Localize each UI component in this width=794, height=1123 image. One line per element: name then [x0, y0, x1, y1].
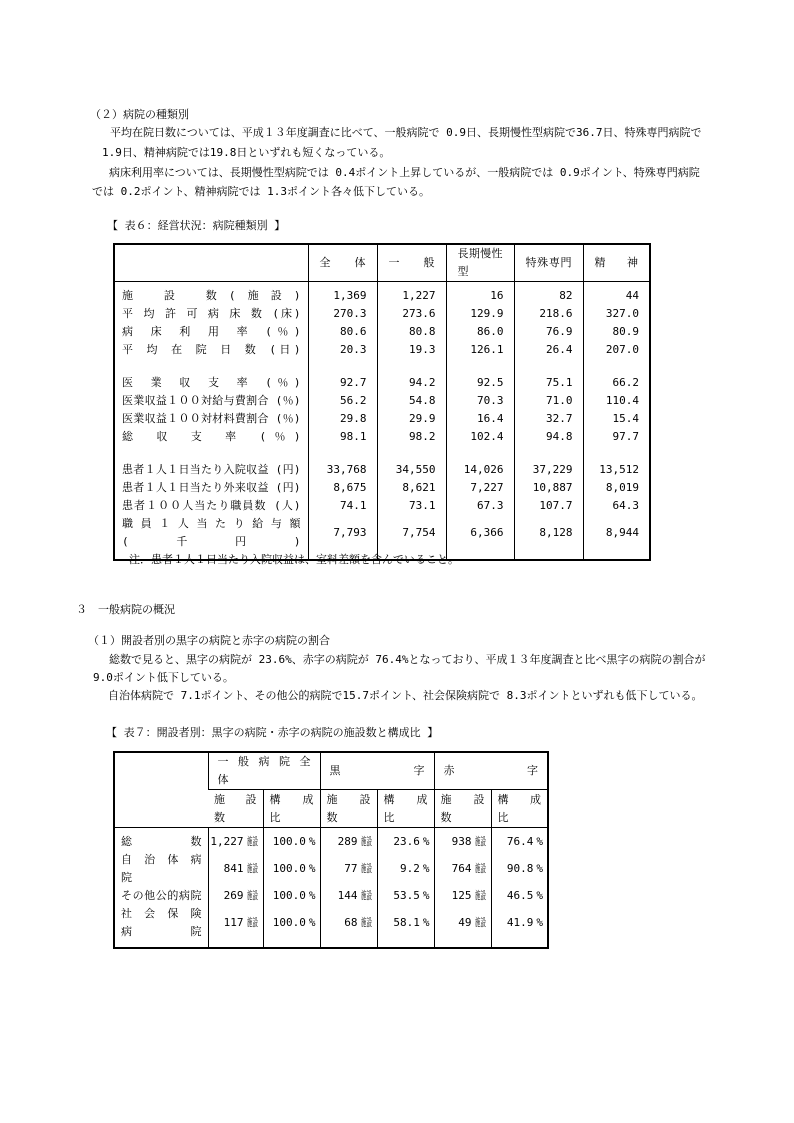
table7-sub-header: 構 成 比: [491, 790, 548, 828]
facility-count-cell: 68 施設: [320, 905, 377, 941]
row-label: その他公的病院: [121, 889, 202, 902]
row-label: 患者１００人当たり職員数 (人): [122, 499, 301, 512]
facility-unit: 施設: [246, 835, 258, 848]
facility-count-cell: 289 施設: [320, 833, 377, 851]
value-cell: 56.2: [308, 392, 377, 410]
value-cell: 8,019: [583, 479, 650, 497]
table-row: [114, 341, 650, 359]
table-row: [114, 323, 650, 341]
value-cell: 75.1: [514, 374, 583, 392]
value-cell: 1,227: [377, 287, 446, 305]
facility-count-cell: 77 施設: [320, 851, 377, 887]
value-cell: 8,128: [514, 515, 583, 551]
table7-sub-header: 構 成 比: [377, 790, 434, 828]
value-cell: 270.3: [308, 305, 377, 323]
row-label: 平 均 在 院 日 数 (日): [122, 343, 301, 356]
table-row: [114, 287, 650, 305]
table-row: [114, 392, 650, 410]
value-cell: 13,512: [583, 461, 650, 479]
table7-sub-header: 構 成 比: [263, 790, 320, 828]
value-cell: 218.6: [514, 305, 583, 323]
table7-surplus-deficit-by-founder: [113, 751, 549, 949]
section3-sub-heading: （１）開設者別の黒字の病院と赤字の病院の割合: [88, 634, 330, 647]
value-cell: 327.0: [583, 305, 650, 323]
ratio-cell: 100.0 %: [263, 833, 320, 851]
ratio-cell: 100.0 %: [263, 887, 320, 905]
facility-count-cell: 49 施設: [434, 905, 491, 941]
row-label: 自 治 体 病 院: [121, 853, 202, 884]
value-cell: 129.9: [446, 305, 514, 323]
row-label: 医業収益１００対給与費割合 (％): [122, 394, 301, 407]
value-cell: 7,754: [377, 515, 446, 551]
value-cell: 102.4: [446, 428, 514, 446]
value-cell: 94.8: [514, 428, 583, 446]
value-cell: 207.0: [583, 341, 650, 359]
facility-unit: 施設: [474, 862, 486, 875]
table7-caption: 【 表７：開設者別：黒字の病院・赤字の病院の施設数と構成比 】: [106, 726, 439, 739]
percent-unit: %: [536, 835, 543, 848]
value-cell: 8,944: [583, 515, 650, 551]
table-row: [114, 851, 548, 887]
value-cell: 7,793: [308, 515, 377, 551]
facility-unit: 施設: [360, 889, 372, 902]
section3-heading: ３ 一般病院の概況: [76, 603, 175, 616]
value-cell: 66.2: [583, 374, 650, 392]
value-cell: 67.3: [446, 497, 514, 515]
value-cell: 19.3: [377, 341, 446, 359]
ratio-cell: 100.0 %: [263, 851, 320, 887]
value-cell: 33,768: [308, 461, 377, 479]
table6-col-header: 長期慢性型: [446, 244, 514, 282]
facility-count-cell: 841 施設: [208, 851, 263, 887]
table6-col-header: 一 般: [377, 244, 446, 282]
row-label: 総 数: [121, 835, 202, 848]
row-label: 総 収 支 率 (％): [122, 430, 301, 443]
value-cell: 14,026: [446, 461, 514, 479]
ratio-cell: 90.8 %: [491, 851, 548, 887]
value-cell: 7,227: [446, 479, 514, 497]
section2-paragraph-line: 1.9日、精神病院では19.8日といずれも短くなっている。: [102, 146, 391, 159]
value-cell: 20.3: [308, 341, 377, 359]
group-gap-row: [114, 359, 650, 374]
percent-unit: %: [536, 862, 543, 875]
value-cell: 273.6: [377, 305, 446, 323]
table-row: [114, 428, 650, 446]
facility-unit: 施設: [360, 835, 372, 848]
table6-col-header: 特殊専門: [514, 244, 583, 282]
value-cell: 82: [514, 287, 583, 305]
value-cell: 10,887: [514, 479, 583, 497]
percent-unit: %: [308, 916, 316, 929]
facility-count-cell: 144 施設: [320, 887, 377, 905]
row-label: 患者１人１日当たり外来収益 (円): [122, 481, 301, 494]
table7-sub-header: 施 設 数: [320, 790, 377, 828]
percent-unit: %: [308, 862, 316, 875]
percent-unit: %: [422, 916, 430, 929]
percent-unit: %: [422, 835, 430, 848]
value-cell: 80.9: [583, 323, 650, 341]
percent-unit: %: [536, 916, 543, 929]
facility-unit: 施設: [474, 916, 486, 929]
section2-paragraph-line: では 0.2ポイント、精神病院では 1.3ポイント各々低下している。: [92, 185, 430, 198]
ratio-cell: 41.9 %: [491, 905, 548, 941]
value-cell: 1,369: [308, 287, 377, 305]
percent-unit: %: [422, 889, 430, 902]
table6-management-status-by-hospital-type: [113, 243, 651, 561]
facility-unit: 施設: [246, 862, 258, 875]
table-row: [114, 461, 650, 479]
facility-unit: 施設: [360, 862, 372, 875]
table6-caption: 【 表６：経営状況：病院種類別 】: [107, 219, 286, 232]
value-cell: 80.6: [308, 323, 377, 341]
section3-paragraph-line: 自治体病院で 7.1ポイント、その他公的病院で15.7ポイント、社会保険病院で 8.3ポイントといずれも低下している。: [108, 689, 703, 702]
value-cell: 37,229: [514, 461, 583, 479]
value-cell: 71.0: [514, 392, 583, 410]
table-row: [114, 497, 650, 515]
section2-paragraph-line: 病床利用率については、長期慢性型病院では 0.4ポイント上昇しているが、一般病院では 0.9ポイント、特殊専門病院: [109, 166, 700, 179]
facility-count-cell: 938 施設: [434, 833, 491, 851]
value-cell: 34,550: [377, 461, 446, 479]
value-cell: 126.1: [446, 341, 514, 359]
value-cell: 64.3: [583, 497, 650, 515]
table-row: [114, 515, 650, 551]
value-cell: 94.2: [377, 374, 446, 392]
value-cell: 73.1: [377, 497, 446, 515]
spacer-row: [114, 941, 548, 948]
value-cell: 110.4: [583, 392, 650, 410]
row-label: 社 会 保 険 病 院: [121, 907, 202, 938]
value-cell: 92.7: [308, 374, 377, 392]
percent-unit: %: [308, 835, 316, 848]
ratio-cell: 76.4 %: [491, 833, 548, 851]
row-label: 平 均 許 可 病 床 数 (床): [122, 307, 301, 320]
ratio-cell: 23.6 %: [377, 833, 434, 851]
value-cell: 97.7: [583, 428, 650, 446]
ratio-cell: 46.5 %: [491, 887, 548, 905]
value-cell: 16: [446, 287, 514, 305]
value-cell: 98.1: [308, 428, 377, 446]
percent-unit: %: [536, 889, 543, 902]
section3-paragraph-line: 9.0ポイント低下している。: [93, 671, 234, 684]
value-cell: 86.0: [446, 323, 514, 341]
table7-sub-header: 施 設 数: [208, 790, 263, 828]
table6-corner-cell: [114, 244, 308, 282]
facility-unit: 施設: [246, 916, 258, 929]
row-label: 職 員 １ 人 当 た り 給 与 額(千円): [122, 517, 301, 548]
value-cell: 29.8: [308, 410, 377, 428]
facility-unit: 施設: [360, 916, 372, 929]
value-cell: 16.4: [446, 410, 514, 428]
value-cell: 74.1: [308, 497, 377, 515]
row-label: 患者１人１日当たり入院収益 (円): [122, 463, 301, 476]
table-row: [114, 833, 548, 851]
facility-count-cell: 269 施設: [208, 887, 263, 905]
table7-corner-cell: [114, 752, 208, 828]
facility-unit: 施設: [246, 889, 258, 902]
section2-paragraph-line: 平均在院日数については、平成１３年度調査に比べて、一般病院で 0.9日、長期慢性型病院で36.7日、特殊専門病院で: [110, 126, 702, 139]
table7-sub-header: 施 設 数: [434, 790, 491, 828]
value-cell: 8,675: [308, 479, 377, 497]
ratio-cell: 9.2 %: [377, 851, 434, 887]
table7-group-header-row: [114, 752, 548, 790]
row-label: 医 業 収 支 率 (％): [122, 376, 301, 389]
table-row: [114, 887, 548, 905]
table6-col-header: 精 神: [583, 244, 650, 282]
value-cell: 6,366: [446, 515, 514, 551]
value-cell: 54.8: [377, 392, 446, 410]
table-row: [114, 305, 650, 323]
value-cell: 32.7: [514, 410, 583, 428]
facility-count-cell: 1,227 施設: [208, 833, 263, 851]
table-row: [114, 410, 650, 428]
value-cell: 70.3: [446, 392, 514, 410]
table7-group-header: 一 般 病 院 全 体: [208, 752, 320, 790]
facility-count-cell: 117 施設: [208, 905, 263, 941]
group-gap-row: [114, 446, 650, 461]
value-cell: 76.9: [514, 323, 583, 341]
percent-unit: %: [308, 889, 316, 902]
table-row: [114, 905, 548, 941]
ratio-cell: 58.1 %: [377, 905, 434, 941]
row-label: 病 床 利 用 率 (％): [122, 325, 301, 338]
value-cell: 107.7: [514, 497, 583, 515]
table6-col-header: 全 体: [308, 244, 377, 282]
facility-count-cell: 764 施設: [434, 851, 491, 887]
value-cell: 15.4: [583, 410, 650, 428]
table6-footnote: 注．患者１人１日当たり入院収益は、室料差額を含んでいること。: [129, 553, 459, 566]
percent-unit: %: [422, 862, 430, 875]
table-row: [114, 374, 650, 392]
ratio-cell: 53.5 %: [377, 887, 434, 905]
facility-count-cell: 125 施設: [434, 887, 491, 905]
value-cell: 26.4: [514, 341, 583, 359]
table7-group-header: 赤 字: [434, 752, 548, 790]
value-cell: 29.9: [377, 410, 446, 428]
table-row: [114, 479, 650, 497]
facility-unit: 施設: [474, 835, 486, 848]
row-label: 施 設 数(施設): [122, 289, 301, 302]
value-cell: 8,621: [377, 479, 446, 497]
value-cell: 92.5: [446, 374, 514, 392]
facility-unit: 施設: [474, 889, 486, 902]
row-label: 医業収益１００対材料費割合 (％): [122, 412, 301, 425]
value-cell: 80.8: [377, 323, 446, 341]
table7-group-header: 黒 字: [320, 752, 434, 790]
value-cell: 98.2: [377, 428, 446, 446]
value-cell: 44: [583, 287, 650, 305]
ratio-cell: 100.0 %: [263, 905, 320, 941]
table6-header-row: [114, 244, 650, 282]
section2-heading: （２）病院の種類別: [90, 108, 189, 121]
section3-paragraph-line: 総数で見ると、黒字の病院が 23.6%、赤字の病院が 76.4%となっており、平成１３年度調査と比べ黒字の病院の割合が: [109, 653, 706, 666]
